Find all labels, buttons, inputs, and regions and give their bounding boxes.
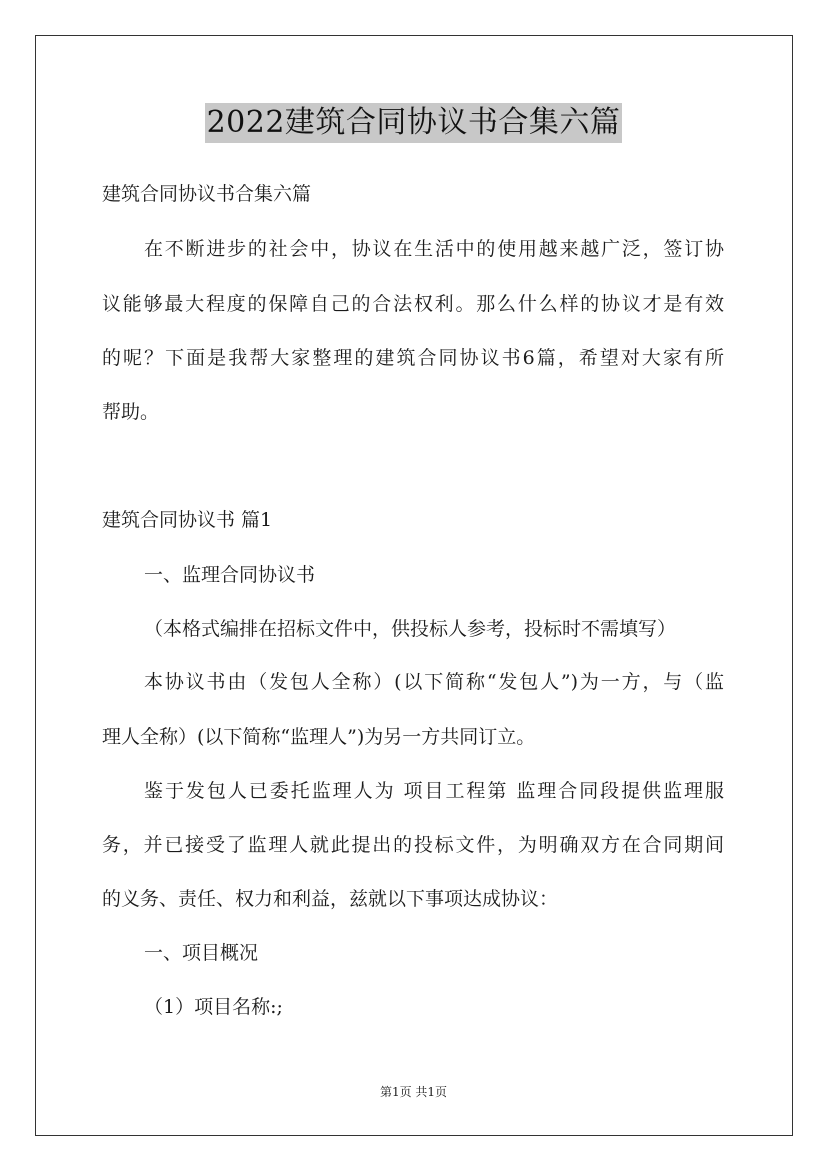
paragraph-line: 的义务、责任、权力和利益，兹就以下事项达成协议： — [102, 888, 559, 910]
paragraph-line: 的呢？下面是我帮大家整理的建筑合同协议书6篇，希望对大家有所 — [102, 347, 724, 369]
paragraph-line: （1）项目名称:; — [144, 996, 283, 1018]
paragraph-line: 在不断进步的社会中，协议在生活中的使用越来越广泛，签订协 — [144, 238, 724, 260]
paragraph-line: 鉴于发包人已委托监理人为 项目工程第 监理合同段提供监理服 — [144, 780, 724, 802]
document-subtitle: 建筑合同协议书合集六篇 — [102, 183, 312, 205]
paragraph-line: （本格式编排在招标文件中，供投标人参考，投标时不需填写） — [144, 618, 677, 640]
document-title: 2022建筑合同协议书合集六篇 — [205, 103, 623, 143]
paragraph-line: 帮助。 — [102, 401, 160, 423]
subsection-heading: 一、监理合同协议书 — [144, 564, 316, 586]
paragraph-line: 理人全称）(以下简称“监理人”)为另一方共同订立。 — [102, 726, 536, 748]
paragraph-line: 议能够最大程度的保障自己的合法权利。那么什么样的协议才是有效 — [102, 293, 724, 315]
section-heading: 建筑合同协议书 篇1 — [102, 509, 273, 531]
paragraph-line: 务，并已接受了监理人就此提出的投标文件，为明确双方在合同期间 — [102, 834, 724, 856]
title-container — [0, 103, 827, 143]
page-footer: 第1页 共1页 — [379, 1085, 448, 1099]
paragraph-line: 本协议书由（发包人全称）(以下简称“发包人”)为一方，与（监 — [144, 671, 724, 693]
subsection-heading: 一、项目概况 — [144, 942, 259, 964]
